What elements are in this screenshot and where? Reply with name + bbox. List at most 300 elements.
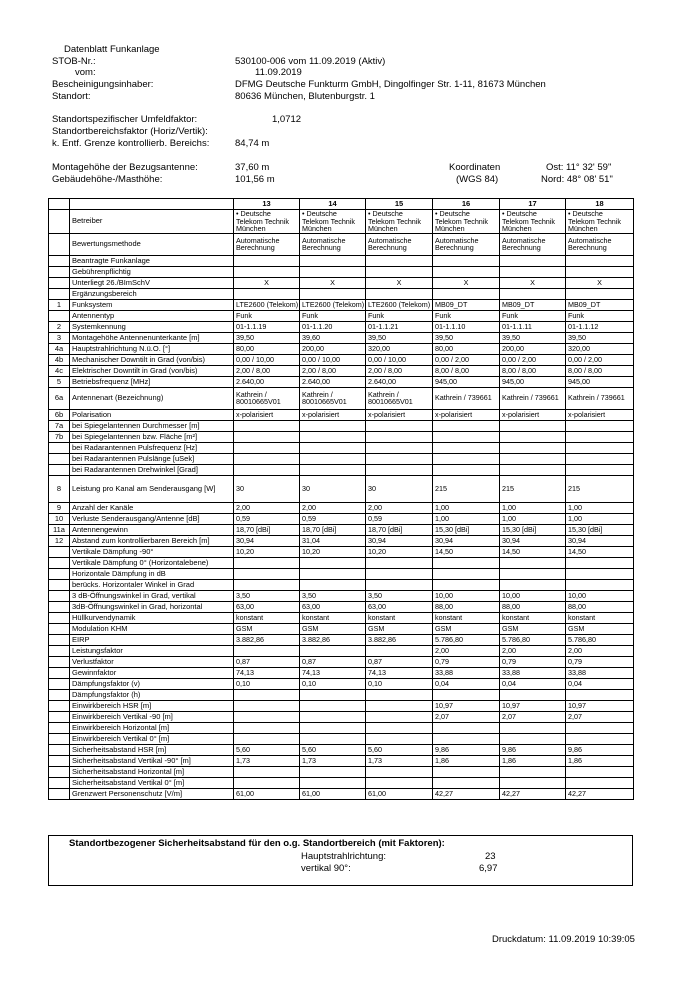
table-cell: 42,27	[500, 788, 566, 799]
table-cell: Funk	[366, 310, 433, 321]
table-cell	[366, 645, 433, 656]
table-cell	[433, 766, 500, 777]
table-row	[49, 321, 634, 332]
table-cell	[566, 777, 634, 788]
table-cell: konstant	[566, 612, 634, 623]
table-cell: GSM	[433, 623, 500, 634]
bereich-label: Standortbereichsfaktor (Horiz/Vertik):	[52, 126, 208, 137]
row-number: 7b	[49, 431, 70, 442]
table-cell: 10,20	[300, 546, 366, 557]
table-row	[49, 568, 634, 579]
table-cell	[366, 733, 433, 744]
row-label: 3dB-Öffnungswinkel in Grad, horizontal	[70, 601, 234, 612]
row-number	[49, 667, 70, 678]
table-cell	[300, 266, 366, 277]
table-cell	[566, 442, 634, 453]
table-cell: Kathrein / 739661	[566, 387, 634, 409]
table-cell: 0,10	[366, 678, 433, 689]
table-row	[49, 524, 634, 535]
table-cell	[366, 288, 433, 299]
table-cell	[300, 777, 366, 788]
table-cell: GSM	[366, 623, 433, 634]
table-cell: 39,50	[566, 332, 634, 343]
row-label: Antennentyp	[70, 310, 234, 321]
table-cell: • Deutsche Telekom Technik München	[500, 210, 566, 234]
table-cell: X	[433, 277, 500, 288]
table-row	[49, 557, 634, 568]
table-cell: 0,79	[433, 656, 500, 667]
table-cell: 5.786,80	[500, 634, 566, 645]
table-cell	[366, 777, 433, 788]
table-row	[49, 788, 634, 799]
row-number: 4b	[49, 354, 70, 365]
header-num-cell	[49, 199, 70, 210]
funkanlage-table	[48, 198, 634, 800]
table-cell: Automatische Berechnung	[433, 233, 500, 255]
table-cell	[300, 700, 366, 711]
table-cell: X	[234, 277, 300, 288]
table-cell: 945,00	[433, 376, 500, 387]
table-cell	[234, 579, 300, 590]
table-cell	[566, 464, 634, 475]
umfeld-value: 1,0712	[272, 114, 302, 125]
table-row	[49, 277, 634, 288]
table-cell: 39,50	[234, 332, 300, 343]
umfeld-label: Standortspezifischer Umfeldfaktor:	[52, 114, 198, 125]
table-cell: 14,50	[566, 546, 634, 557]
row-label: bei Radarantennen Drehwinkel [Grad]	[70, 464, 234, 475]
table-cell	[366, 442, 433, 453]
table-cell: 39,50	[500, 332, 566, 343]
table-cell: 88,00	[500, 601, 566, 612]
table-cell	[234, 766, 300, 777]
table-cell	[566, 288, 634, 299]
row-label: Sicherheitsabstand Vertikal -90° [m]	[70, 755, 234, 766]
table-cell	[300, 255, 366, 266]
table-cell	[433, 689, 500, 700]
table-cell: 1,00	[566, 513, 634, 524]
table-cell: 215	[433, 475, 500, 502]
table-cell	[500, 557, 566, 568]
table-cell: MB09_DT	[566, 299, 634, 310]
row-number	[49, 464, 70, 475]
row-label: Ergänzungsbereich	[70, 288, 234, 299]
montage-value: 37,60 m	[235, 162, 270, 173]
table-cell	[433, 733, 500, 744]
row-number	[49, 442, 70, 453]
koordinaten-system: (WGS 84)	[456, 174, 499, 185]
document-title: Datenblatt Funkanlage	[64, 44, 160, 55]
row-label: Grenzwert Personenschutz [V/m]	[70, 788, 234, 799]
table-cell: 18,70 [dBi]	[366, 524, 433, 535]
table-cell: • Deutsche Telekom Technik München	[234, 210, 300, 234]
table-cell: 2,00	[234, 502, 300, 513]
row-label: Einwirkbereich Horizontal [m]	[70, 722, 234, 733]
table-row	[49, 590, 634, 601]
table-cell	[566, 266, 634, 277]
row-number	[49, 656, 70, 667]
row-number: 1	[49, 299, 70, 310]
table-cell: LTE2600 (Telekom)	[366, 299, 433, 310]
table-cell: 1,86	[500, 755, 566, 766]
table-cell: 61,00	[300, 788, 366, 799]
table-cell: 0,59	[234, 513, 300, 524]
row-number	[49, 645, 70, 656]
table-cell: 5,60	[234, 744, 300, 755]
table-cell: 1,86	[433, 755, 500, 766]
row-label: Mechanischer Downtilt in Grad (von/bis)	[70, 354, 234, 365]
standort-value: 80636 München, Blutenburgstr. 1	[235, 91, 375, 102]
row-label: Sicherheitsabstand HSR [m]	[70, 744, 234, 755]
table-cell: Kathrein / 739661	[433, 387, 500, 409]
table-cell: 15,30 [dBi]	[500, 524, 566, 535]
table-row	[49, 502, 634, 513]
column-header: 18	[566, 199, 634, 210]
row-label: Horizontale Dämpfung in dB	[70, 568, 234, 579]
row-label: Abstand zum kontrollierbaren Bereich [m]	[70, 535, 234, 546]
row-number: 12	[49, 535, 70, 546]
table-cell	[234, 288, 300, 299]
table-cell: 31,04	[300, 535, 366, 546]
row-label: Modulation KHM	[70, 623, 234, 634]
table-cell: Funk	[566, 310, 634, 321]
row-number: 10	[49, 513, 70, 524]
table-cell: • Deutsche Telekom Technik München	[366, 210, 433, 234]
row-number: 6b	[49, 409, 70, 420]
table-row	[49, 310, 634, 321]
table-cell	[234, 711, 300, 722]
koordinate-ost: Ost: 11° 32' 59"	[546, 162, 612, 173]
table-cell: 10,20	[234, 546, 300, 557]
table-cell	[300, 453, 366, 464]
table-cell: 5,60	[300, 744, 366, 755]
table-header-row	[49, 199, 634, 210]
table-cell	[433, 288, 500, 299]
table-row	[49, 431, 634, 442]
table-cell: konstant	[300, 612, 366, 623]
table-cell: • Deutsche Telekom Technik München	[300, 210, 366, 234]
table-cell: 10,20	[366, 546, 433, 557]
table-row	[49, 601, 634, 612]
summary-vert-value: 6,97	[479, 863, 498, 874]
table-row	[49, 387, 634, 409]
table-cell: 3.882,86	[300, 634, 366, 645]
table-cell	[433, 464, 500, 475]
inhaber-value: DFMG Deutsche Funkturm GmbH, Dingolfinger Str. 1-11, 81673 München	[235, 79, 546, 90]
table-cell: 15,30 [dBi]	[566, 524, 634, 535]
table-cell: 2,07	[433, 711, 500, 722]
table-cell	[500, 568, 566, 579]
table-cell: 14,50	[433, 546, 500, 557]
table-cell: 0,87	[234, 656, 300, 667]
table-cell: • Deutsche Telekom Technik München	[566, 210, 634, 234]
table-cell: 74,13	[234, 667, 300, 678]
table-cell: X	[566, 277, 634, 288]
table-row	[49, 464, 634, 475]
table-cell	[234, 733, 300, 744]
table-row	[49, 420, 634, 431]
table-cell: 320,00	[366, 343, 433, 354]
row-label: EIRP	[70, 634, 234, 645]
druckdatum: Druckdatum: 11.09.2019 10:39:05	[492, 934, 635, 945]
table-cell	[433, 777, 500, 788]
table-cell: 01-1.1.19	[234, 321, 300, 332]
table-cell	[500, 266, 566, 277]
table-row	[49, 535, 634, 546]
table-cell: 9,86	[566, 744, 634, 755]
table-cell: 2,00	[500, 645, 566, 656]
table-cell	[234, 431, 300, 442]
table-cell	[433, 420, 500, 431]
table-cell: 39,50	[433, 332, 500, 343]
table-cell	[500, 722, 566, 733]
table-cell: 5,60	[366, 744, 433, 755]
table-cell: 01-1.1.10	[433, 321, 500, 332]
table-cell: konstant	[234, 612, 300, 623]
table-cell: 0,59	[366, 513, 433, 524]
row-label: Systemkennung	[70, 321, 234, 332]
table-cell: 2,00	[366, 502, 433, 513]
table-row	[49, 546, 634, 557]
table-cell: 30,94	[566, 535, 634, 546]
table-row	[49, 656, 634, 667]
table-cell	[433, 255, 500, 266]
table-cell: 2,00	[300, 502, 366, 513]
table-cell: konstant	[366, 612, 433, 623]
table-cell	[500, 766, 566, 777]
summary-vert-label: vertikal 90°:	[301, 863, 351, 874]
table-cell	[366, 266, 433, 277]
table-cell: Automatische Berechnung	[300, 233, 366, 255]
row-label: Funksystem	[70, 299, 234, 310]
row-label: Leistungsfaktor	[70, 645, 234, 656]
row-number	[49, 255, 70, 266]
table-cell: GSM	[500, 623, 566, 634]
table-cell	[300, 442, 366, 453]
table-cell: 30,94	[234, 535, 300, 546]
table-cell	[566, 453, 634, 464]
table-cell: MB09_DT	[500, 299, 566, 310]
row-number: 7a	[49, 420, 70, 431]
row-label: Anzahl der Kanäle	[70, 502, 234, 513]
row-label: Dämpfungsfaktor (h)	[70, 689, 234, 700]
row-number	[49, 755, 70, 766]
table-cell	[300, 464, 366, 475]
table-cell: 0,00 / 2,00	[566, 354, 634, 365]
table-cell: 2,00 / 8,00	[366, 365, 433, 376]
table-cell: 15,30 [dBi]	[433, 524, 500, 535]
table-cell	[366, 431, 433, 442]
table-cell: 33,88	[433, 667, 500, 678]
table-cell: 80,00	[433, 343, 500, 354]
summary-box	[48, 835, 633, 886]
table-row	[49, 332, 634, 343]
table-cell: 5.786,80	[433, 634, 500, 645]
table-cell: x-polarisiert	[433, 409, 500, 420]
table-cell: 39,60	[300, 332, 366, 343]
table-cell	[234, 464, 300, 475]
row-number	[49, 288, 70, 299]
table-cell	[234, 777, 300, 788]
grenze-value: 84,74 m	[235, 138, 270, 149]
table-cell: 63,00	[300, 601, 366, 612]
table-cell: 30,94	[500, 535, 566, 546]
table-cell	[433, 453, 500, 464]
summary-hsr-value: 23	[485, 851, 496, 862]
table-cell: 2,07	[500, 711, 566, 722]
row-number	[49, 233, 70, 255]
column-header: 14	[300, 199, 366, 210]
table-cell: 39,50	[366, 332, 433, 343]
table-cell	[366, 700, 433, 711]
table-cell	[433, 579, 500, 590]
table-cell: x-polarisiert	[300, 409, 366, 420]
summary-title: Standortbezogener Sicherheitsabstand für den o.g. Standortbereich (mit Faktoren):	[69, 838, 445, 849]
table-cell	[500, 453, 566, 464]
table-row	[49, 453, 634, 464]
row-number: 11a	[49, 524, 70, 535]
table-cell	[234, 645, 300, 656]
row-number	[49, 453, 70, 464]
table-cell	[566, 722, 634, 733]
table-cell: 1,00	[433, 513, 500, 524]
table-cell: 30	[366, 475, 433, 502]
table-cell: 0,79	[500, 656, 566, 667]
table-cell	[300, 557, 366, 568]
row-number	[49, 689, 70, 700]
table-cell	[566, 431, 634, 442]
table-cell: GSM	[234, 623, 300, 634]
table-cell	[566, 579, 634, 590]
row-label: Antennengewinn	[70, 524, 234, 535]
table-cell: 18,70 [dBi]	[234, 524, 300, 535]
row-label: Polarisation	[70, 409, 234, 420]
row-label: Sicherheitsabstand Horizontal [m]	[70, 766, 234, 777]
table-cell: Kathrein / 80010665V01	[300, 387, 366, 409]
table-cell	[566, 689, 634, 700]
column-header: 13	[234, 199, 300, 210]
row-number	[49, 590, 70, 601]
table-row	[49, 288, 634, 299]
table-cell: Funk	[500, 310, 566, 321]
table-cell: X	[366, 277, 433, 288]
table-cell: 1,73	[366, 755, 433, 766]
table-cell: 3.882,86	[366, 634, 433, 645]
table-row	[49, 409, 634, 420]
table-cell: 2,07	[566, 711, 634, 722]
table-cell	[234, 722, 300, 733]
table-cell	[366, 722, 433, 733]
table-row	[49, 255, 634, 266]
table-cell: 1,00	[500, 502, 566, 513]
table-row	[49, 513, 634, 524]
table-cell	[500, 733, 566, 744]
table-cell: 88,00	[566, 601, 634, 612]
table-row	[49, 777, 634, 788]
table-cell: 8,00 / 8,00	[433, 365, 500, 376]
table-cell	[566, 255, 634, 266]
row-label: bei Spiegelantennen Durchmesser [m]	[70, 420, 234, 431]
table-cell	[366, 579, 433, 590]
row-label: Hüllkurvendynamik	[70, 612, 234, 623]
table-cell	[300, 733, 366, 744]
table-cell: x-polarisiert	[500, 409, 566, 420]
table-cell	[500, 689, 566, 700]
table-cell	[234, 255, 300, 266]
table-cell	[433, 431, 500, 442]
table-cell: 0,00 / 10,00	[300, 354, 366, 365]
table-cell: 3,50	[366, 590, 433, 601]
table-cell: konstant	[500, 612, 566, 623]
row-number: 3	[49, 332, 70, 343]
row-label: berücks. Horizontaler Winkel in Grad	[70, 579, 234, 590]
summary-hsr-label: Hauptstrahlrichtung:	[301, 851, 387, 862]
row-label: Vertikale Dämpfung 0° (Horizontalebene)	[70, 557, 234, 568]
row-number: 6a	[49, 387, 70, 409]
table-cell: konstant	[433, 612, 500, 623]
table-cell	[566, 568, 634, 579]
table-cell: 10,97	[433, 700, 500, 711]
table-cell: GSM	[566, 623, 634, 634]
table-cell: 01-1.1.21	[366, 321, 433, 332]
table-cell: 2,00	[433, 645, 500, 656]
row-number	[49, 277, 70, 288]
table-cell: Automatische Berechnung	[366, 233, 433, 255]
table-cell: Kathrein / 80010665V01	[366, 387, 433, 409]
table-cell: 30	[234, 475, 300, 502]
gebaeude-label: Gebäudehöhe-/Masthöhe:	[52, 174, 163, 185]
table-cell: 01-1.1.12	[566, 321, 634, 332]
table-cell	[500, 420, 566, 431]
table-cell	[234, 453, 300, 464]
table-cell	[500, 288, 566, 299]
table-cell: 61,00	[234, 788, 300, 799]
koordinaten-label: Koordinaten	[449, 162, 501, 173]
row-label: bei Radarantennen Pulsfrequenz [Hz]	[70, 442, 234, 453]
row-label: Dämpfungsfaktor (v)	[70, 678, 234, 689]
table-cell: 215	[566, 475, 634, 502]
table-cell: 80,00	[234, 343, 300, 354]
table-cell: 1,73	[300, 755, 366, 766]
table-cell: 5.786,80	[566, 634, 634, 645]
table-cell	[500, 777, 566, 788]
table-row	[49, 700, 634, 711]
table-cell: 2.640,00	[366, 376, 433, 387]
table-row	[49, 343, 634, 354]
table-cell: 10,00	[566, 590, 634, 601]
table-cell: 215	[500, 475, 566, 502]
table-cell: 0,10	[234, 678, 300, 689]
row-number	[49, 612, 70, 623]
table-cell	[234, 266, 300, 277]
row-label: Gewinnfaktor	[70, 667, 234, 678]
table-row	[49, 744, 634, 755]
row-number: 4c	[49, 365, 70, 376]
table-cell: 0,04	[500, 678, 566, 689]
row-number	[49, 546, 70, 557]
table-cell: LTE2600 (Telekom)	[300, 299, 366, 310]
table-cell: 33,88	[566, 667, 634, 678]
row-label: Vertikale Dämpfung -90°	[70, 546, 234, 557]
row-label: Antennenart (Bezeichnung)	[70, 387, 234, 409]
table-row	[49, 299, 634, 310]
row-number	[49, 711, 70, 722]
table-cell	[433, 442, 500, 453]
row-number	[49, 777, 70, 788]
row-label: Einwirkbereich Vertikal -90 [m]	[70, 711, 234, 722]
row-label: Betreiber	[70, 210, 234, 234]
table-row	[49, 233, 634, 255]
